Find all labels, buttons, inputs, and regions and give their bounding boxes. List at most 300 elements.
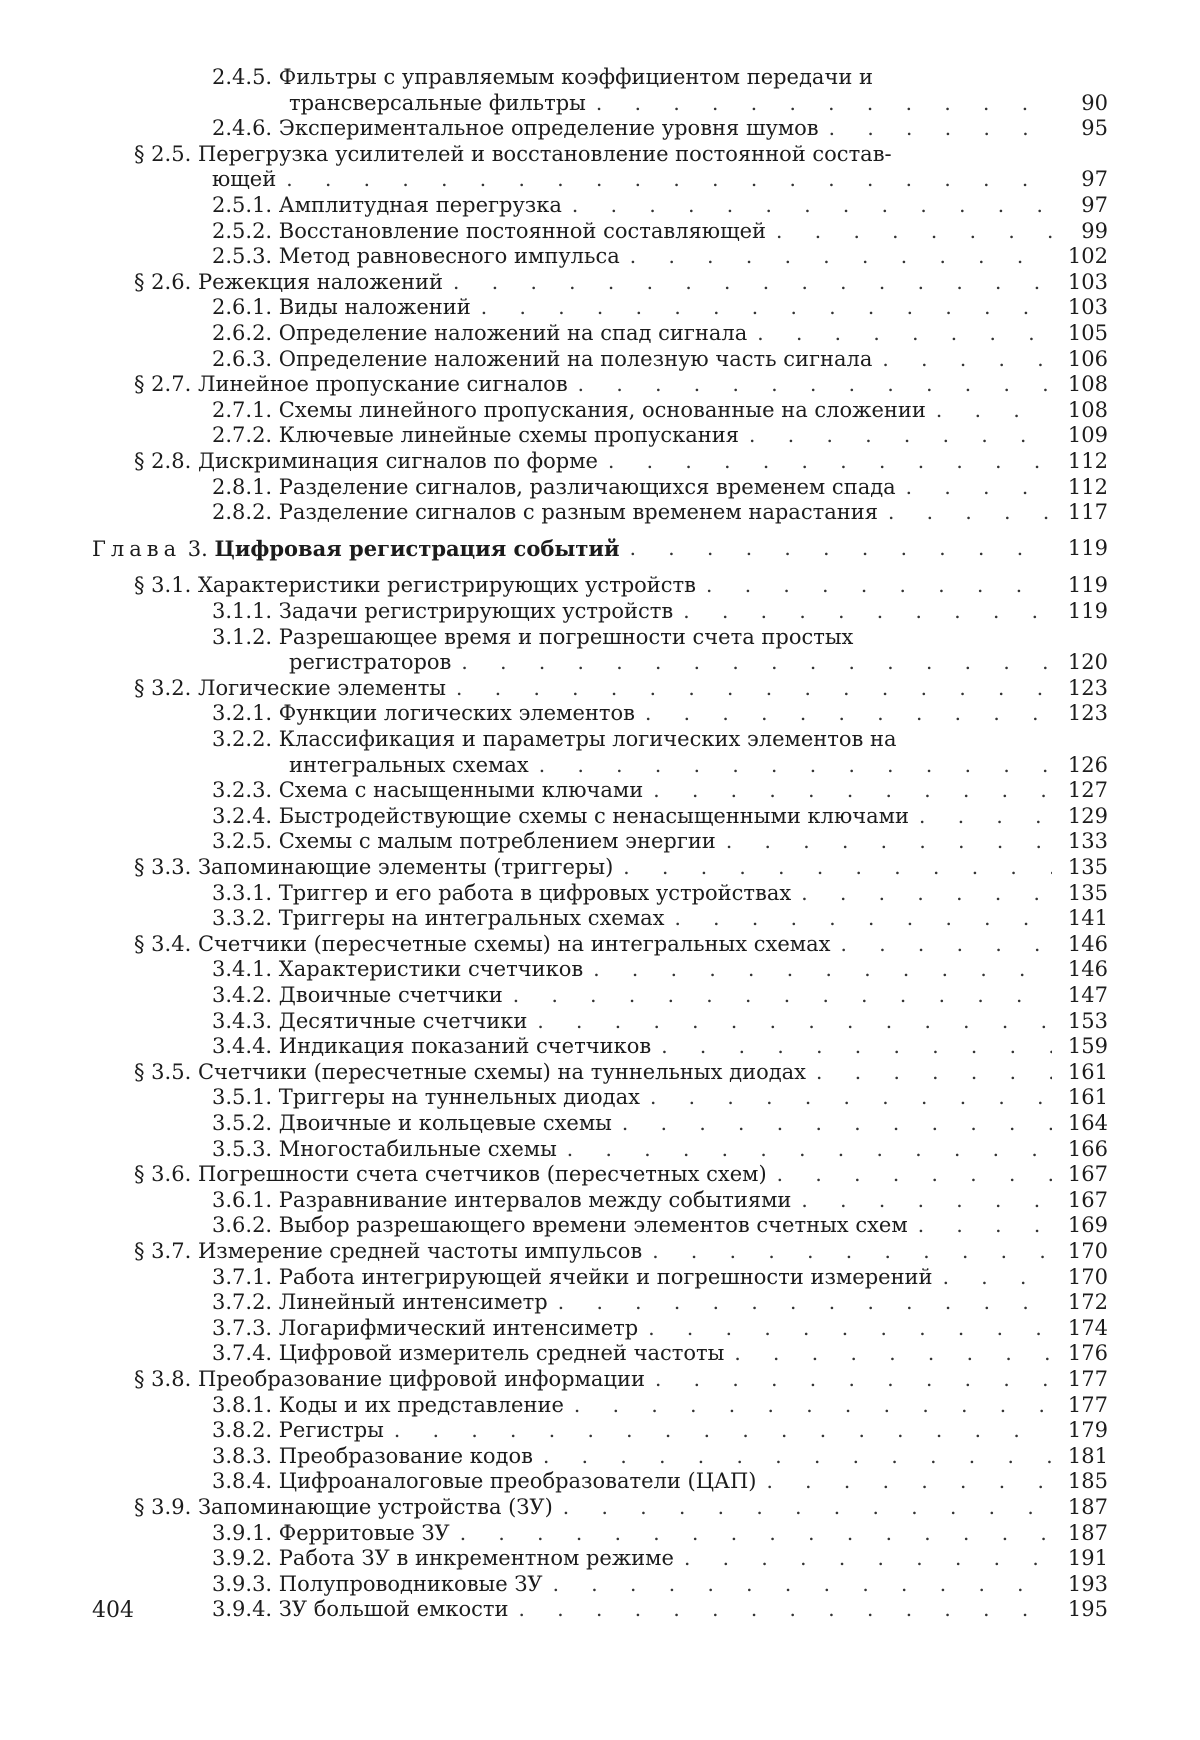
- toc-entry-title: Схемы с малым потреблением энергии: [279, 829, 716, 853]
- toc-entry-title: Экспериментальное определение уровня шумов: [279, 116, 819, 140]
- chapter-label: Глава: [92, 537, 181, 561]
- toc-entry-title: Счетчики (пересчетные схемы) на интегральных схемах: [198, 932, 831, 956]
- toc-entry-title: Разделение сигналов, различающихся временем спада: [279, 475, 896, 499]
- toc-entry-number: 3.9.2.: [212, 1546, 272, 1570]
- toc-entry-text: [212, 1289, 548, 1316]
- toc-entry-page: 103: [1064, 269, 1108, 296]
- toc-entry-title: Амплитудная перегрузка: [279, 193, 562, 217]
- leader-dots: . . . . . . .: [801, 1187, 1052, 1214]
- leader-dots: . . . . . . . . . .: [655, 1366, 1052, 1393]
- toc-entry-text: [212, 982, 503, 1009]
- chapter-number: 3.: [188, 537, 208, 561]
- toc-entry-number: § 3.4.: [134, 932, 191, 956]
- toc-entry-line: [212, 1468, 1108, 1495]
- toc-entry-title: Метод равновесного импульса: [279, 244, 620, 268]
- toc-entry-text: [212, 624, 853, 651]
- toc-entry-text: [212, 499, 878, 526]
- toc-entry-text: [134, 141, 892, 168]
- toc-entry-number: 3.7.3.: [212, 1316, 272, 1340]
- toc-entry-page: 164: [1064, 1110, 1108, 1137]
- toc-entry-text: [212, 1212, 908, 1239]
- toc-entry-title: Цифроаналоговые преобразователи (ЦАП): [279, 1469, 757, 1493]
- toc-entry-line: [212, 1520, 1108, 1547]
- toc-entry-title: Определение наложений на полезную часть сигнала: [279, 347, 873, 371]
- toc-entry-page: 153: [1064, 1008, 1108, 1035]
- toc-entry-page: 123: [1064, 700, 1108, 727]
- toc-entry-page: 103: [1064, 294, 1108, 321]
- toc-entry-title: Фильтры с управляемым коэффициентом передачи и: [279, 65, 873, 89]
- toc-entry-page: 109: [1064, 422, 1108, 449]
- toc-entry-line: [212, 828, 1108, 855]
- toc-entry-text: [212, 346, 872, 373]
- leader-dots: . . . . . . . . . . .: [623, 854, 1052, 881]
- toc-entry-title: Многостабильные схемы: [279, 1137, 557, 1161]
- leader-dots: . . . . . . . . . . . .: [608, 448, 1052, 475]
- toc-entry-text: [212, 294, 471, 321]
- chapter-title: Цифровая регистрация событий: [215, 536, 620, 561]
- toc-entry-line: [212, 115, 1108, 142]
- toc-entry-title: Выбор разрешающего времени элементов счетных схем: [279, 1213, 908, 1237]
- leader-dots: . . . . . . . . . . . .: [593, 956, 1052, 983]
- toc-entry-line: [212, 726, 1108, 753]
- toc-entry-number: 2.8.1.: [212, 475, 272, 499]
- toc-entry-title: Логарифмический интенсиметр: [279, 1316, 638, 1340]
- toc-entry-title: трансверсальные фильтры: [289, 91, 586, 115]
- toc-entry-text: [212, 803, 909, 830]
- toc-entry-number: 3.2.5.: [212, 829, 272, 853]
- toc-entry-page: 159: [1064, 1033, 1108, 1060]
- toc-entry-line: [212, 474, 1108, 501]
- toc-entry-number: 3.8.2.: [212, 1418, 272, 1442]
- toc-entry-title: Классификация и параметры логических элементов на: [279, 727, 897, 751]
- toc-entry-page: 112: [1064, 474, 1108, 501]
- toc-entry-text: [212, 166, 276, 193]
- toc-entry-number: 3.2.2.: [212, 727, 272, 751]
- leader-dots: . . . . . . . . . . .: [630, 243, 1052, 270]
- toc-entry-number: § 2.6.: [134, 270, 191, 294]
- toc-entry-page: 117: [1064, 499, 1108, 526]
- toc-entry-line: [212, 1596, 1108, 1623]
- toc-entry-page: 108: [1064, 397, 1108, 424]
- toc-entry-text: [212, 1084, 640, 1111]
- toc-entry-number: 3.4.1.: [212, 957, 272, 981]
- toc-entry-line: [212, 1545, 1108, 1572]
- toc-entry-page: 181: [1064, 1443, 1108, 1470]
- leader-dots: . . . . . . . . . . . . . . .: [481, 294, 1052, 321]
- toc-entry-number: § 2.7.: [134, 372, 191, 396]
- toc-entry-number: § 3.7.: [134, 1239, 191, 1263]
- toc-entry-title: Преобразование кодов: [279, 1444, 533, 1468]
- toc-entry-text: [212, 828, 716, 855]
- leader-dots: . . . . . . . . . . . .: [574, 1392, 1052, 1419]
- toc-entry-title: Триггер и его работа в цифровых устройствах: [279, 881, 791, 905]
- leader-dots: . . . . . . . . . .: [684, 1545, 1052, 1572]
- toc-entry-text: [212, 1315, 638, 1342]
- leader-dots: . . . . . . . . . .: [653, 777, 1052, 804]
- toc-entry-line: [212, 1033, 1108, 1060]
- toc-entry-title: Триггеры на интегральных схемах: [279, 906, 665, 930]
- toc-entry-page: 95: [1064, 115, 1108, 142]
- toc-entry-number: 3.3.2.: [212, 906, 272, 930]
- leader-dots: . . . . . . . . . . . . .: [563, 1494, 1052, 1521]
- leader-dots: . . . . . . . . . . . .: [578, 371, 1052, 398]
- leader-dots: . . . . . . .: [777, 1161, 1052, 1188]
- toc-entry-title: Линейный интенсиметр: [279, 1290, 548, 1314]
- leader-dots: . . . . . . . . . . . .: [572, 192, 1052, 219]
- toc-entry-line: [212, 1340, 1108, 1367]
- toc-entry-line: [212, 64, 1108, 91]
- toc-entry-line: [134, 448, 1108, 475]
- toc-entry-text: [212, 726, 897, 753]
- toc-entry-line: [212, 422, 1108, 449]
- toc-entry-page: 179: [1064, 1417, 1108, 1444]
- toc-entry-line: [212, 1110, 1108, 1137]
- toc-entry-page: 106: [1064, 346, 1108, 373]
- toc-entry-text: [212, 700, 635, 727]
- toc-entry-page: 90: [1064, 90, 1108, 117]
- toc-entry-text: [212, 1545, 674, 1572]
- toc-entry-title: Ферритовые ЗУ: [279, 1521, 450, 1545]
- leader-dots: . . .: [919, 803, 1052, 830]
- toc-entry-text: [212, 474, 896, 501]
- chapter-heading: [92, 535, 1108, 562]
- toc-entry-title: Запоминающие элементы (триггеры): [198, 855, 613, 879]
- toc-entry-page: 108: [1064, 371, 1108, 398]
- toc-entry-line: [212, 1417, 1108, 1444]
- toc-entry-title: Преобразование цифровой информации: [198, 1367, 645, 1391]
- toc-entry-number: 3.9.4.: [212, 1597, 272, 1621]
- toc-entry-line: [212, 1264, 1108, 1291]
- toc-entry-title: Десятичные счетчики: [279, 1009, 528, 1033]
- leader-dots: . . . . . . . . . . .: [622, 1110, 1052, 1137]
- leader-dots: . . . . . . . . . . . . . . . . .: [394, 1417, 1052, 1444]
- leader-dots: . . . . . .: [840, 931, 1052, 958]
- toc-entry-number: § 3.5.: [134, 1060, 191, 1084]
- toc-entry-title: Дискриминация сигналов по форме: [198, 449, 598, 473]
- toc-entry-page: 105: [1064, 320, 1108, 347]
- leader-dots: . . . . . . . . . . . . .: [539, 752, 1052, 779]
- leader-dots: . . . . . . . . . .: [674, 905, 1052, 932]
- toc-entry-title: Счетчики (пересчетные схемы) на туннельных диодах: [198, 1060, 806, 1084]
- toc-entry-title: ЗУ большой емкости: [279, 1597, 509, 1621]
- toc-entry-number: 2.4.5.: [212, 65, 272, 89]
- toc-entry-number: 3.3.1.: [212, 881, 272, 905]
- toc-entry-text: [212, 1417, 384, 1444]
- toc-entry-line: [134, 675, 1108, 702]
- toc-entry-number: 3.5.2.: [212, 1111, 272, 1135]
- toc-entry-line: [134, 1238, 1108, 1265]
- toc-entry-page: 129: [1064, 803, 1108, 830]
- toc-entry-title: Определение наложений на спад сигнала: [279, 321, 747, 345]
- toc-entry-title: Цифровой измеритель средней частоты: [279, 1341, 725, 1365]
- toc-entry-page: 191: [1064, 1545, 1108, 1572]
- leader-dots: . . . .: [906, 474, 1052, 501]
- toc-entry-line: [212, 598, 1108, 625]
- leader-dots: . . .: [943, 1264, 1052, 1291]
- toc-entry-page: 97: [1064, 192, 1108, 219]
- toc-entry-page: 195: [1064, 1596, 1108, 1623]
- toc-entry-text: [212, 905, 664, 932]
- toc-entry-line: [212, 777, 1108, 804]
- toc-entry-line: [289, 752, 1108, 779]
- toc-entry-page: 172: [1064, 1289, 1108, 1316]
- toc-entry-title: Схема с насыщенными ключами: [279, 778, 643, 802]
- toc-entry-text: [212, 1443, 533, 1470]
- toc-entry-page: 177: [1064, 1392, 1108, 1419]
- toc-entry-number: 2.5.1.: [212, 193, 272, 217]
- toc-entry-number: § 2.5.: [134, 142, 191, 166]
- toc-entry-text: [212, 115, 819, 142]
- toc-entry-title: Функции логических элементов: [279, 701, 635, 725]
- leader-dots: . . . . . . . .: [734, 1340, 1052, 1367]
- toc-entry-title: Задачи регистрирующих устройств: [279, 599, 673, 623]
- toc-entry-title: Разрешающее время и погрешности счета простых: [279, 625, 854, 649]
- toc-entry-page: 112: [1064, 448, 1108, 475]
- toc-entry-page: 135: [1064, 880, 1108, 907]
- toc-entry-title: Полупроводниковые ЗУ: [279, 1572, 543, 1596]
- toc-entry-line: [134, 572, 1108, 599]
- toc-entry-line: [212, 956, 1108, 983]
- toc-entry-page: 123: [1064, 675, 1108, 702]
- toc-entry-page: 170: [1064, 1238, 1108, 1265]
- toc-entry-line: [212, 1289, 1108, 1316]
- toc-entry-page: 174: [1064, 1315, 1108, 1342]
- toc-entry-text: [212, 1571, 543, 1598]
- leader-dots: . . . . . . . . . . . . . . . . . . . .: [286, 166, 1052, 193]
- toc-entry-title: Погрешности счета счетчиков (пересчетных схем): [198, 1162, 767, 1186]
- leader-dots: . . . . . . . . . . . . . . .: [456, 675, 1052, 702]
- toc-entry-text: [134, 1161, 767, 1188]
- toc-entry-text: [134, 675, 446, 702]
- leader-dots: . . . . . . .: [766, 1468, 1052, 1495]
- leader-dots: . . . . . . . . . . . . .: [567, 1136, 1052, 1163]
- toc-entry-title: Триггеры на туннельных диодах: [279, 1085, 640, 1109]
- toc-entry-line: [212, 1315, 1108, 1342]
- toc-entry-page: 187: [1064, 1494, 1108, 1521]
- toc-entry-text: [212, 192, 562, 219]
- toc-entry-page: 193: [1064, 1571, 1108, 1598]
- toc-entry-number: 2.7.2.: [212, 423, 272, 447]
- toc-entry-number: 3.7.4.: [212, 1341, 272, 1365]
- toc-entry-line: [289, 649, 1108, 676]
- toc-entry-line: [212, 1136, 1108, 1163]
- toc-entry-line: [212, 1187, 1108, 1214]
- toc-entry-number: 3.9.3.: [212, 1572, 272, 1596]
- toc-entry-number: 2.8.2.: [212, 500, 272, 524]
- toc-entry-page: 161: [1064, 1059, 1108, 1086]
- leader-dots: . . . . . . . . . . . . . . .: [461, 649, 1052, 676]
- toc-entry-page: 146: [1064, 931, 1108, 958]
- toc-entry-text: [212, 397, 926, 424]
- toc-entry-number: 2.7.1.: [212, 398, 272, 422]
- toc-entry-text: [289, 649, 451, 676]
- toc-entry-text: [212, 1468, 756, 1495]
- toc-entry-title: Коды и их представление: [279, 1393, 564, 1417]
- toc-entry-number: 2.4.6.: [212, 116, 272, 140]
- toc-entry-text: [212, 1136, 557, 1163]
- leader-dots: . . . . . . . . . .: [661, 1033, 1052, 1060]
- toc-entry-number: 2.6.3.: [212, 347, 272, 371]
- toc-entry-line: [212, 982, 1108, 1009]
- leader-dots: . . . . . . . . . . .: [645, 700, 1052, 727]
- toc-entry-number: 3.5.3.: [212, 1137, 272, 1161]
- toc-entry-number: § 3.1.: [134, 573, 191, 597]
- toc-entry-line: [134, 1161, 1108, 1188]
- leader-dots: . . . . . . . . . .: [652, 1238, 1052, 1265]
- toc-entry-text: [212, 956, 583, 983]
- toc-entry-title: Схемы линейного пропускания, основанные на сложении: [279, 398, 926, 422]
- toc-entry-number: 3.8.1.: [212, 1393, 272, 1417]
- toc-entry-number: § 3.2.: [134, 676, 191, 700]
- leader-dots: . . . .: [888, 499, 1052, 526]
- leader-dots: . . . . . . . . . . . . .: [537, 1008, 1052, 1035]
- toc-entry-line: [212, 1392, 1108, 1419]
- toc-entry-number: 2.5.3.: [212, 244, 272, 268]
- toc-entry-page: 170: [1064, 1264, 1108, 1291]
- toc-entry-line: [134, 1059, 1108, 1086]
- toc-entry-page: 147: [1064, 982, 1108, 1009]
- leader-dots: . . . . . . . . . . . . . . . .: [453, 269, 1052, 296]
- toc-entry-text: [212, 1008, 527, 1035]
- toc-entry-text: [212, 1520, 450, 1547]
- toc-entry-text: [212, 1392, 564, 1419]
- leader-dots: . . . . . . .: [801, 880, 1052, 907]
- toc-entry-text: [212, 1110, 612, 1137]
- toc-entry-number: 3.2.1.: [212, 701, 272, 725]
- toc-entry-page: 126: [1064, 752, 1108, 779]
- toc-entry-number: 3.1.2.: [212, 625, 272, 649]
- toc-entry-title: Запоминающие устройства (ЗУ): [198, 1495, 553, 1519]
- toc-entry-number: 2.6.1.: [212, 295, 272, 319]
- toc-entry-title: Индикация показаний счетчиков: [279, 1034, 651, 1058]
- toc-entry-title: Линейное пропускание сигналов: [198, 372, 568, 396]
- toc-entry-page: 97: [1064, 166, 1108, 193]
- toc-entry-number: 3.2.3.: [212, 778, 272, 802]
- leader-dots: . . . . . . . . . . . . .: [543, 1443, 1052, 1470]
- toc-entry-page: 166: [1064, 1136, 1108, 1163]
- toc-entry-line: [212, 1008, 1108, 1035]
- leader-dots: . . . . . . . . . . . . . . .: [460, 1520, 1052, 1547]
- toc-entry-title: Характеристики регистрирующих устройств: [198, 573, 696, 597]
- toc-entry-line: [134, 269, 1108, 296]
- toc-entry-number: 3.9.1.: [212, 1521, 272, 1545]
- toc-entry-page: 133: [1064, 828, 1108, 855]
- toc-entry-text: [212, 218, 766, 245]
- toc-entry-text: [134, 572, 696, 599]
- toc-entry-line: [212, 243, 1108, 270]
- toc-entry-number: 3.5.1.: [212, 1085, 272, 1109]
- toc-entry-text: [212, 598, 673, 625]
- toc-entry-title: Виды наложений: [279, 295, 471, 319]
- toc-entry-page: 176: [1064, 1340, 1108, 1367]
- leader-dots: . . . . . . . .: [726, 828, 1052, 855]
- toc-entry-title: Ключевые линейные схемы пропускания: [279, 423, 739, 447]
- toc-entry-text: [134, 1238, 642, 1265]
- toc-entry-line: [212, 499, 1108, 526]
- toc-entry-text: [212, 422, 739, 449]
- toc-entry-line: [212, 294, 1108, 321]
- toc-entry-number: 3.4.4.: [212, 1034, 272, 1058]
- toc-entry-text: [134, 1059, 806, 1086]
- toc-entry-title: ющей: [212, 167, 276, 191]
- toc-entry-title: регистраторов: [289, 650, 451, 674]
- leader-dots: . . . . . .: [816, 1059, 1052, 1086]
- toc-entry-line: [212, 166, 1108, 193]
- toc-entry-number: § 3.8.: [134, 1367, 191, 1391]
- toc-entry-text: [212, 320, 747, 347]
- toc-entry-number: 3.2.4.: [212, 804, 272, 828]
- page-number: 404: [92, 1598, 134, 1623]
- toc-entry-line: [212, 192, 1108, 219]
- toc-entry-title: Режекция наложений: [198, 270, 443, 294]
- toc-entry-page: 161: [1064, 1084, 1108, 1111]
- leader-dots: . . . .: [918, 1212, 1052, 1239]
- toc-entry-page: 120: [1064, 649, 1108, 676]
- toc-entry-line: [212, 1084, 1108, 1111]
- toc-entry-title: Логические элементы: [198, 676, 446, 700]
- toc-entry-number: 3.4.3.: [212, 1009, 272, 1033]
- leader-dots: . . . . . . .: [776, 218, 1052, 245]
- toc-entry-page: 169: [1064, 1212, 1108, 1239]
- leader-dots: . . . . . . . . . . . .: [596, 90, 1052, 117]
- leader-dots: . . . . . . . . . . .: [630, 535, 1052, 562]
- toc-entry-number: § 2.8.: [134, 449, 191, 473]
- toc-entry-number: 3.1.1.: [212, 599, 272, 623]
- leader-dots: . . . . . . . . . .: [650, 1084, 1052, 1111]
- toc-entry-text: [134, 371, 568, 398]
- toc-entry-number: 3.6.2.: [212, 1213, 272, 1237]
- toc-entry-title: Разделение сигналов с разным временем нарастания: [279, 500, 878, 524]
- toc-entry-page: 99: [1064, 218, 1108, 245]
- toc-entry-line: [212, 905, 1108, 932]
- toc-entry-page: 135: [1064, 854, 1108, 881]
- toc-entry-number: 3.8.4.: [212, 1469, 272, 1493]
- toc-entry-line: [134, 1366, 1108, 1393]
- toc-page: [0, 0, 1200, 1740]
- toc-entry-text: [134, 1366, 645, 1393]
- toc-entry-page: 167: [1064, 1187, 1108, 1214]
- toc-entry-line: [212, 397, 1108, 424]
- toc-entry-page: 119: [1064, 598, 1108, 625]
- leader-dots: . . . . . . . . . .: [648, 1315, 1052, 1342]
- toc-entry-line: [134, 854, 1108, 881]
- toc-entry-text: [134, 1494, 553, 1521]
- toc-entry-page: 127: [1064, 777, 1108, 804]
- toc-entry-number: 2.6.2.: [212, 321, 272, 345]
- toc-entry-line: [212, 700, 1108, 727]
- toc-entry-number: § 3.3.: [134, 855, 191, 879]
- leader-dots: . . . . . . . . . .: [683, 598, 1052, 625]
- toc-entry-title: Характеристики счетчиков: [279, 957, 583, 981]
- leader-dots: . . . . . . . .: [749, 422, 1052, 449]
- toc-entry-page: 141: [1064, 905, 1108, 932]
- toc-entry-number: 3.7.1.: [212, 1265, 272, 1289]
- toc-entry-line: [212, 1212, 1108, 1239]
- leader-dots: . . . . . . . .: [757, 320, 1052, 347]
- toc-entry-line: [289, 90, 1108, 117]
- toc-entry-page: 177: [1064, 1366, 1108, 1393]
- leader-dots: . . . .: [882, 346, 1052, 373]
- toc-entry-title: Измерение средней частоты импульсов: [198, 1239, 642, 1263]
- toc-entry-text: [212, 777, 643, 804]
- toc-entry-text: [134, 269, 443, 296]
- leader-dots: . . . . . . . . . . . . .: [558, 1289, 1052, 1316]
- toc-entry-text: [134, 448, 598, 475]
- toc-entry-text: [212, 64, 873, 91]
- toc-entry-number: 2.5.2.: [212, 219, 272, 243]
- toc-entry-title: Восстановление постоянной составляющей: [279, 219, 766, 243]
- toc-entry-title: Регистры: [279, 1418, 384, 1442]
